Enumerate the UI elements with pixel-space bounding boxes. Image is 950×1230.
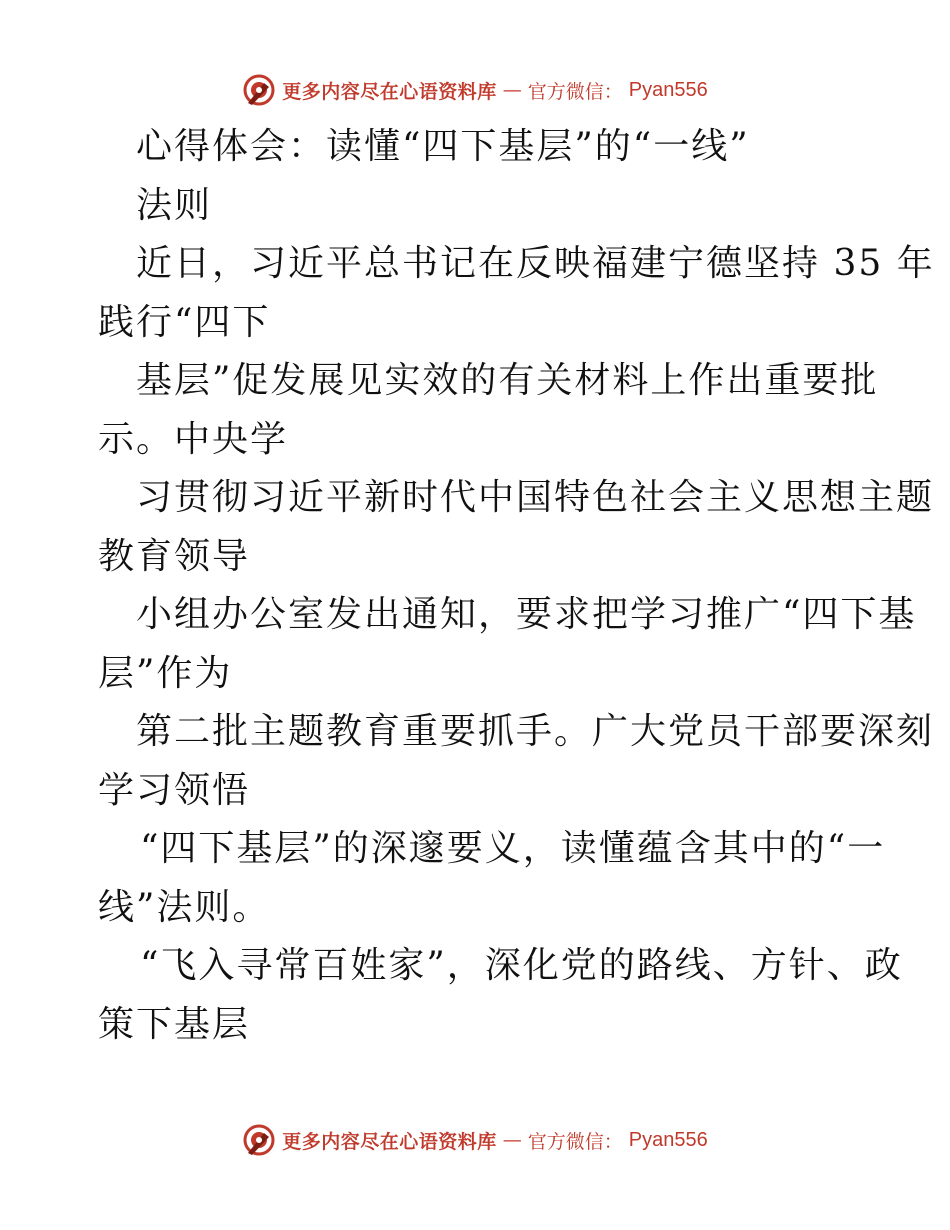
pen-logo-icon [242, 73, 276, 107]
banner-wechat-id: Pyan556 [628, 1128, 708, 1151]
banner-wechat-label: 官方微信： [527, 80, 623, 103]
footer-banner [0, 1120, 950, 1160]
paragraph-line: 近日，习近平总书记在反映福建宁德坚持 35 年 [136, 243, 935, 284]
banner-dash: — [502, 79, 522, 101]
title-line-2: 法则 [136, 184, 213, 226]
paragraph-line: “飞入寻常百姓家”，深化党的路线、方针、政 [140, 945, 903, 986]
title-line-1: 心得体会：读懂“四下基层”的“一线” [136, 126, 750, 167]
banner-wechat-label: 官方微信： [527, 1130, 623, 1153]
paragraph-line: 示。中央学 [98, 418, 289, 460]
paragraph-line: 层”作为 [98, 652, 233, 694]
pen-logo-icon [242, 1123, 276, 1157]
header-banner [0, 70, 950, 110]
banner-wechat-id: Pyan556 [628, 78, 708, 101]
paragraph-line: “四下基层”的深邃要义，读懂蕴含其中的“一 [140, 828, 886, 869]
document-body [98, 118, 935, 1054]
paragraph-line: 践行“四下 [98, 301, 271, 343]
paragraph-line: 第二批主题教育重要抓手。广大党员干部要深刻 [136, 711, 935, 752]
paragraph-line: 基层”促发展见实效的有关材料上作出重要批 [136, 360, 879, 401]
banner-dash: — [502, 1129, 522, 1151]
banner-text: 更多内容尽在心语资料库 [282, 80, 497, 103]
paragraph-line: 小组办公室发出通知，要求把学习推广“四下基 [136, 594, 917, 635]
paragraph-line: 学习领悟 [98, 769, 251, 811]
paragraph-line: 线”法则。 [98, 886, 271, 928]
paragraph-line: 策下基层 [98, 1003, 251, 1045]
paragraph-line: 习贯彻习近平新时代中国特色社会主义思想主题 [136, 477, 935, 518]
banner-text: 更多内容尽在心语资料库 [282, 1130, 497, 1153]
paragraph-line: 教育领导 [98, 535, 251, 577]
